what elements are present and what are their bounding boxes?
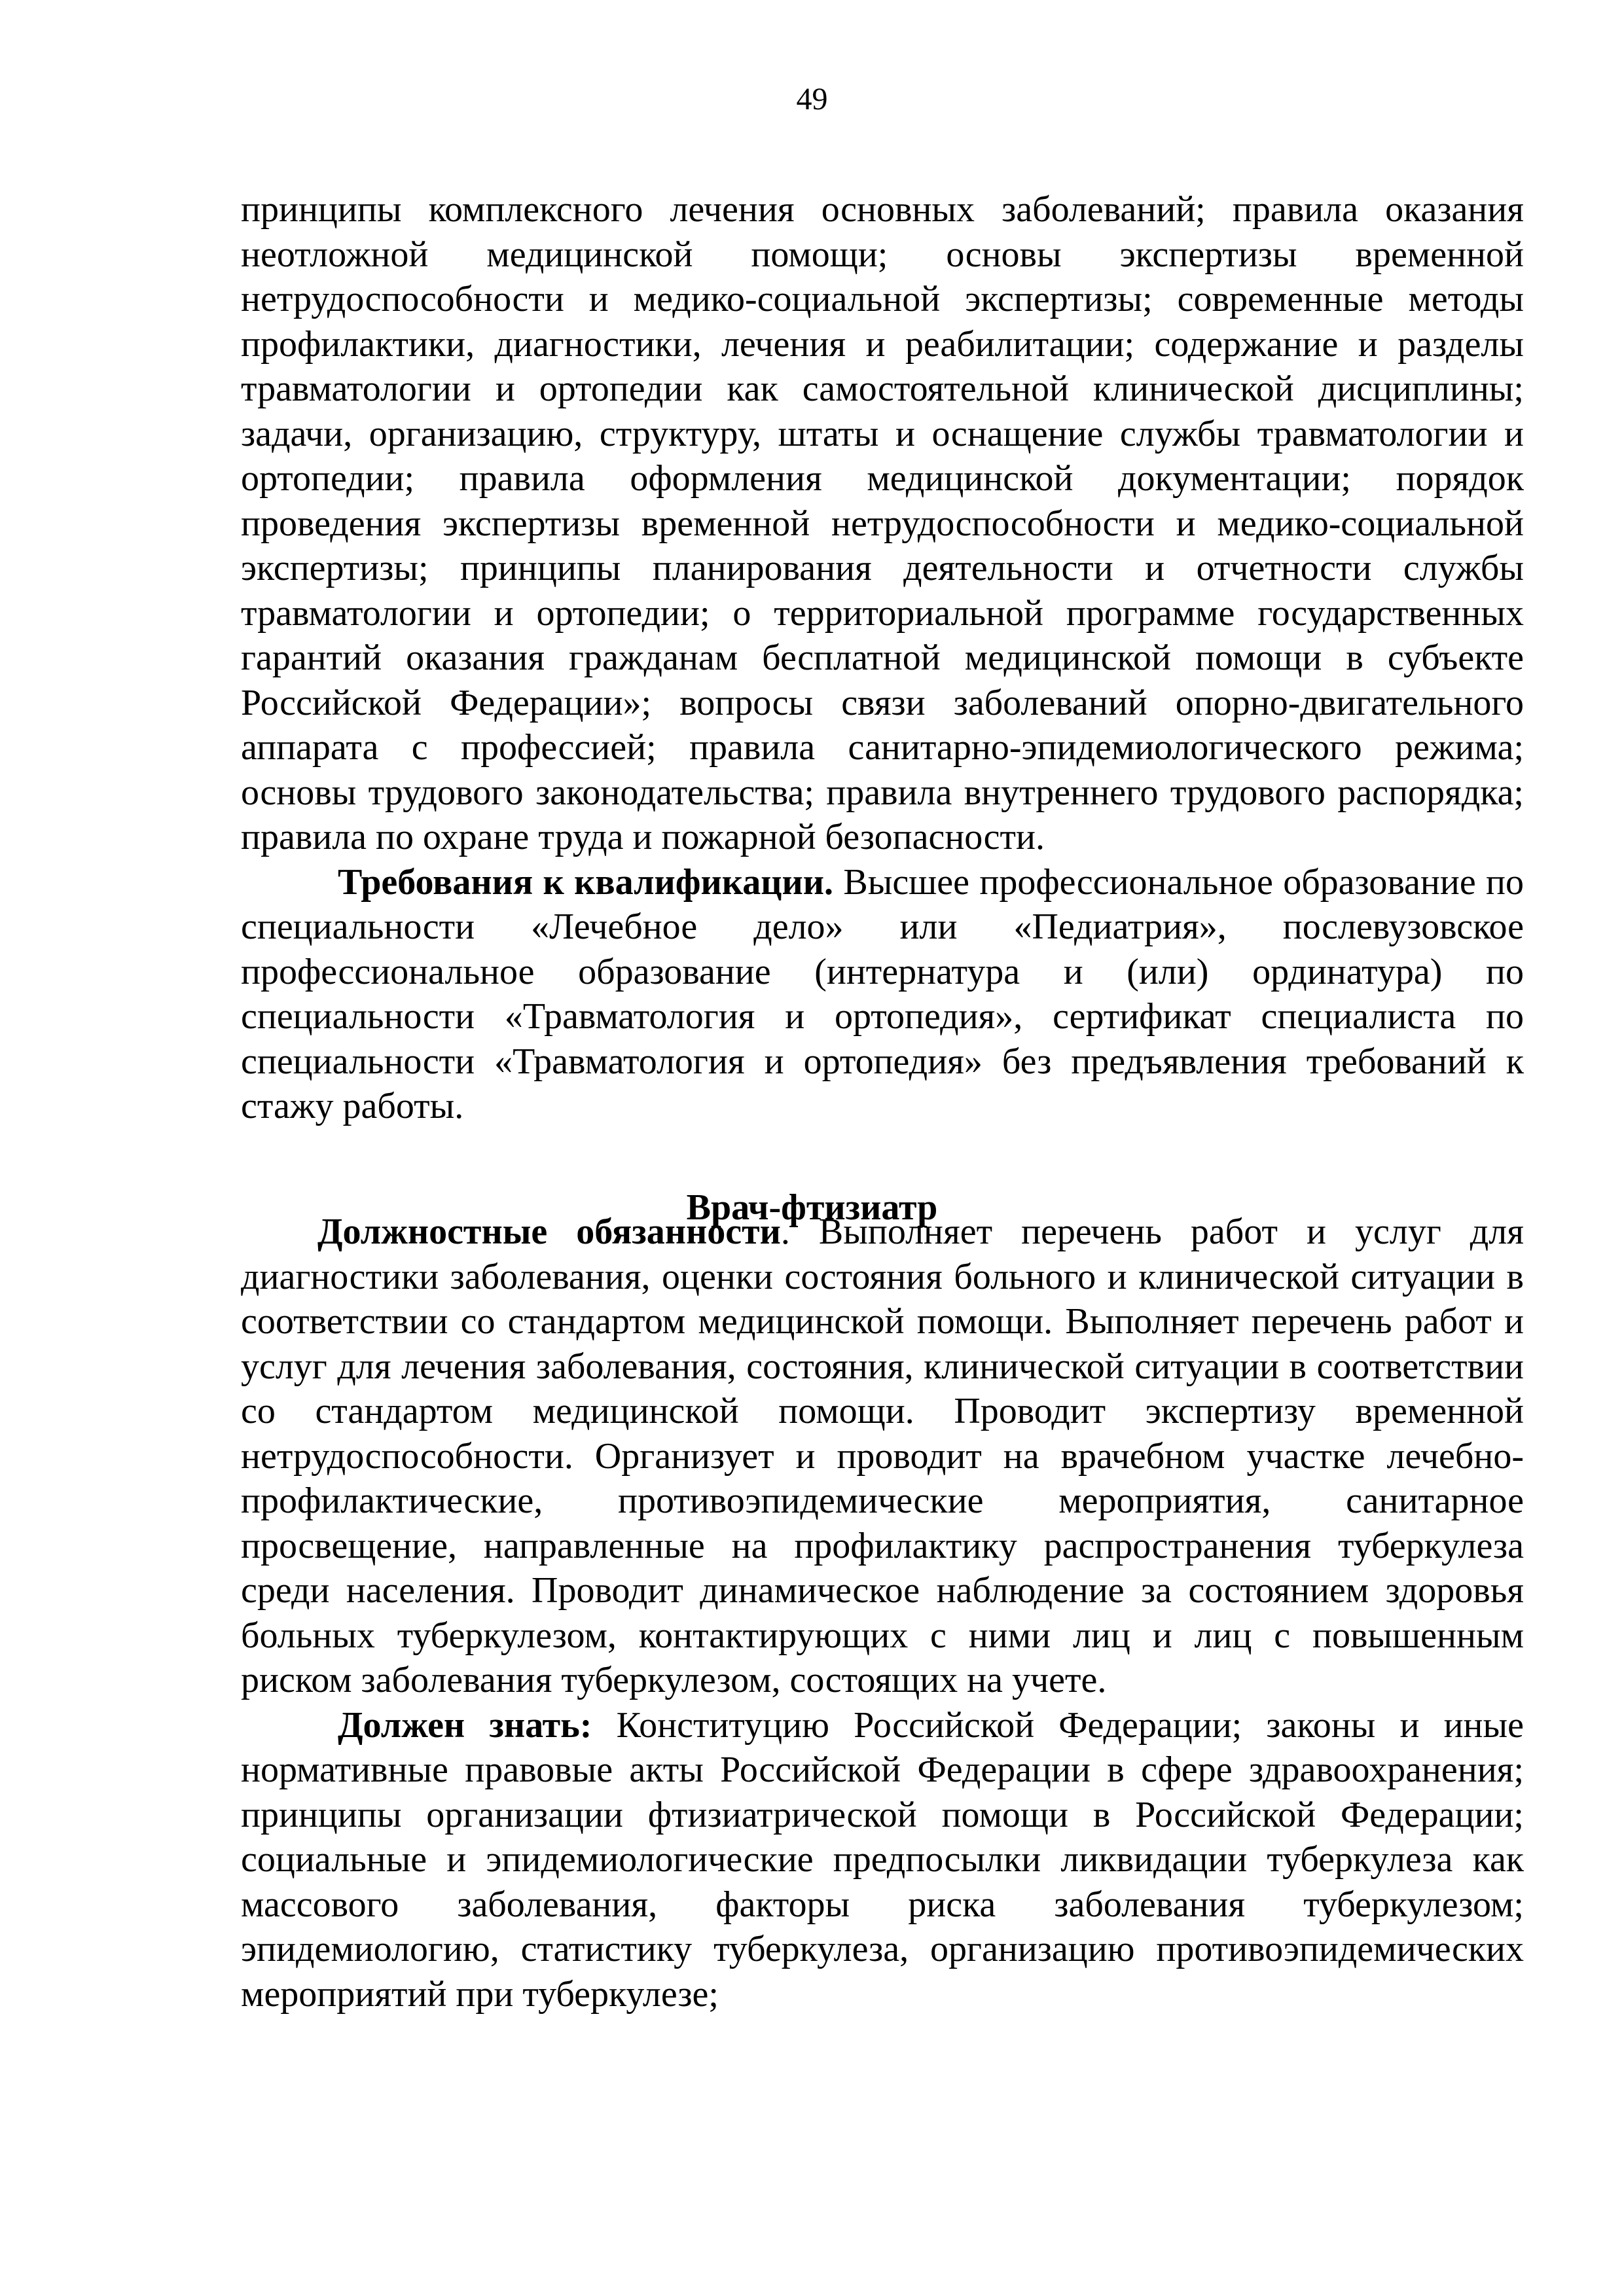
knowledge-paragraph xyxy=(241,1703,1524,2017)
duties-label: Должностные обязанности xyxy=(317,1211,781,1252)
duties-text: . Выполняет перечень работ и услуг для диагностики заболевания, оценки состояния больного и клинической ситуации в соответствии со стандартом медицинской помощи. Выполняет перечень работ и услуг для лечения заболевания, состояния, клинической ситуации в соответствии со стандартом медицинской помощи. Проводит экспертизу временной нетрудоспособности. Организует и проводит на врачебном участке лечебно-профилактические, противоэпидемические мероприятия, санитарное просвещение, направленные на профилактику распространения туберкулеза среди населения. Проводит динамическое наблюдение за состоянием здоровья больных туберкулезом, контактирующих с ними лиц и лиц с повышенным риском заболевания туберкулезом, состоящих на учете. xyxy=(241,1211,1524,1700)
qualification-text: Высшее профессиональное образование по специальности «Лечебное дело» или «Педиатрия», послевузовское профессиональное образование (интернатура и (или) ординатура) по специальности «Травматология и ортопедия», сертификат специалиста по специальности «Травматология и ортопедия» без предъявления требований к стажу работы. xyxy=(241,861,1524,1126)
knowledge-continuation-paragraph: принципы комплексного лечения основных заболеваний; правила оказания неотложной медицинской помощи; основы экспертизы временной нетрудоспособности и медико-социальной экспертизы; современные методы профилактики, диагностики, лечения и реабилитации; содержание и разделы травматологии и ортопедии как самостоятельной клинической дисциплины; задачи, организацию, структуру, штаты и оснащение службы травматологии и ортопедии; правила оформления медицинской документации; порядок проведения экспертизы временной нетрудоспособности и медико-социальной экспертизы; принципы планирования деятельности и отчетности службы травматологии и ортопедии; о территориальной программе государственных гарантий оказания гражданам бесплатной медицинской помощи в субъекте Российской Федерации»; вопросы связи заболеваний опорно-двигательного аппарата с профессией; правила санитарно-эпидемиологического режима; основы трудового законодательства; правила внутреннего трудового распорядка; правила по охране труда и пожарной безопасности. xyxy=(241,189,1524,857)
knowledge-text: Конституцию Российской Федерации; законы и иные нормативные правовые акты Российской Федерации в сфере здравоохранения; принципы организации фтизиатрической помощи в Российской Федерации; социальные и эпидемиологические предпосылки ликвидации туберкулеза как массового заболевания, факторы риска заболевания туберкулезом; эпидемиологию, статистику туберкулеза, организацию противоэпидемических мероприятий при туберкулезе; xyxy=(241,1704,1524,2015)
previous-section-text xyxy=(241,187,1524,1129)
duties-paragraph xyxy=(241,1210,1524,1703)
qualification-label: Требования к квалификации. xyxy=(338,861,834,903)
phthisiatrician-section-text xyxy=(241,1210,1524,2017)
section-heading: Врач-фтизиатр xyxy=(686,1187,938,1228)
qualification-paragraph xyxy=(241,860,1524,1129)
page-number: 49 xyxy=(796,82,828,117)
knowledge-label: Должен знать: xyxy=(338,1704,592,1746)
